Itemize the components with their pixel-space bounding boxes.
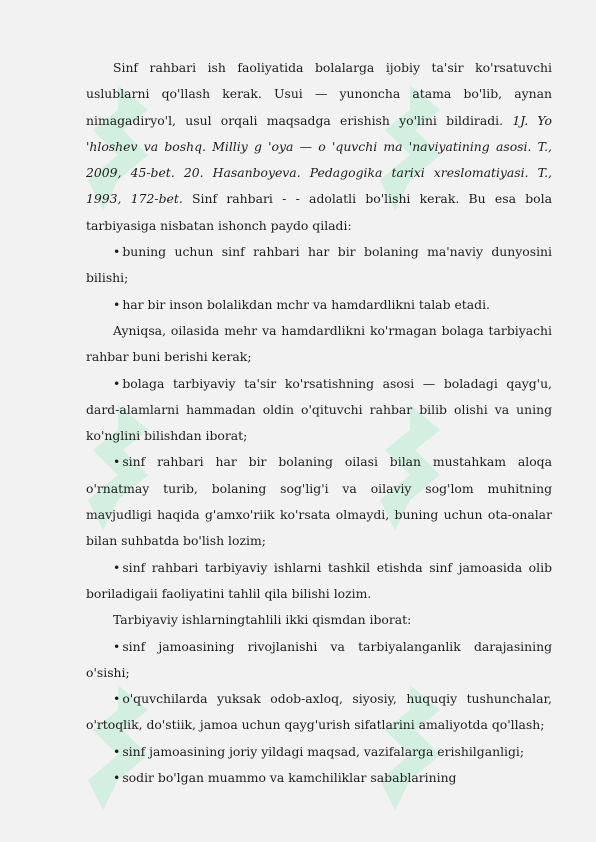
bullet-item [86, 239, 552, 292]
bullet-text: sinf rahbari tarbiyaviy ishlarni tashkil etishda sinf jamoasida olib boriladigaii faoliyatini tahlil qila bilishi lozim. [86, 559, 552, 601]
bullet-item [86, 634, 552, 687]
bullet-text: buning uchun sinf rahbari har bir bolaning ma'naviy dunyosini bilishi; [86, 244, 552, 286]
body-text [86, 55, 552, 791]
bullet-item [86, 371, 552, 450]
bullet-text: sinf rahbari har bir bolaning oilasi bilan mustahkam aloqa o'rnatmay turib, bolaning sog'lig'i va oilaviy sog'lom muhitning mavjudligi haqida g'amxo'riik ko'rsata olmaydi, buning uchun ota-onalar bilan suhbatda bo'lish lozim; [86, 454, 552, 549]
bullet-icon: • [113, 375, 121, 391]
bullet-icon: • [113, 559, 121, 575]
paragraph-text: Sinf rahbari - - adolatli bo'lishi kerak. Bu esa bola tarbiyasiga nisbatan ishonch paydo qiladi: [86, 191, 552, 233]
bullet-icon: • [113, 691, 121, 707]
bullet-text: bolaga tarbiyaviy ta'sir ko'rsatishning asosi — boladagi qayg'u, dard-alamlarni hammadan oldin o'qituvchi rahbar bilib olishi va uning ko'nglini bilishdan iborat; [86, 375, 552, 444]
bullet-item [86, 292, 552, 318]
bullet-text: sodir bo'lgan muammo va kamchiliklar sabablarining [122, 770, 457, 786]
bullet-icon: • [113, 454, 121, 470]
bullet-text: sinf jamoasining joriy yildagi maqsad, vazifalarga erishilganligi; [122, 743, 525, 759]
bullet-item [86, 555, 552, 608]
paragraph: Tarbiyaviy ishlarningtahlili ikki qismdan iborat: [113, 612, 412, 628]
bullet-text: har bir inson bolalikdan mchr va hamdardlikni talab etadi. [122, 296, 490, 312]
bullet-icon: • [113, 296, 121, 312]
bullet-text: sinf jamoasining rivojlanishi va tarbiyalanganlik darajasining o'sishi; [86, 638, 552, 680]
bullet-item [86, 686, 552, 739]
paragraph: Ayniqsa, oilasida mehr va hamdardlikni ko'rmagan bolaga tarbiyachi rahbar buni berishi kerak; [86, 322, 552, 365]
bullet-item [86, 739, 552, 765]
bullet-text: o'quvchilarda yuksak odob-axloq, siyosiy, huquqiy tushunchalar, o'rtoqlik, do'stiik, jamoa uchun qayg'urish sifatlarini amaliyotda qo'llash; [86, 691, 552, 733]
bullet-icon: • [113, 638, 121, 654]
bullet-icon: • [113, 770, 121, 786]
bullet-icon: • [113, 743, 121, 759]
paragraph-text: Sinf rahbari ish faoliyatida bolalarga ijobiy ta'sir ko'rsatuvchi uslublarni qo'llash kerak. Usui — yunoncha atama bo'lib, aynan nimagadiryo'l, usul orqali maqsadga erishish yo'lini bildiradi. [86, 60, 552, 128]
bullet-icon: • [113, 244, 121, 260]
citation-footnote: 1J. Yo 'hloshev va boshq. Milliy g 'oya — o 'quvchi ma 'naviyatining asosi. T., 2009, 45-bet. 20. Hasanboyeva. Pedagogika tarixi xreslomatiyasi. T., 1993, 172-bet. [86, 112, 552, 207]
bullet-item [86, 765, 552, 791]
bullet-item [86, 449, 552, 554]
paragraph-intro [86, 55, 552, 239]
